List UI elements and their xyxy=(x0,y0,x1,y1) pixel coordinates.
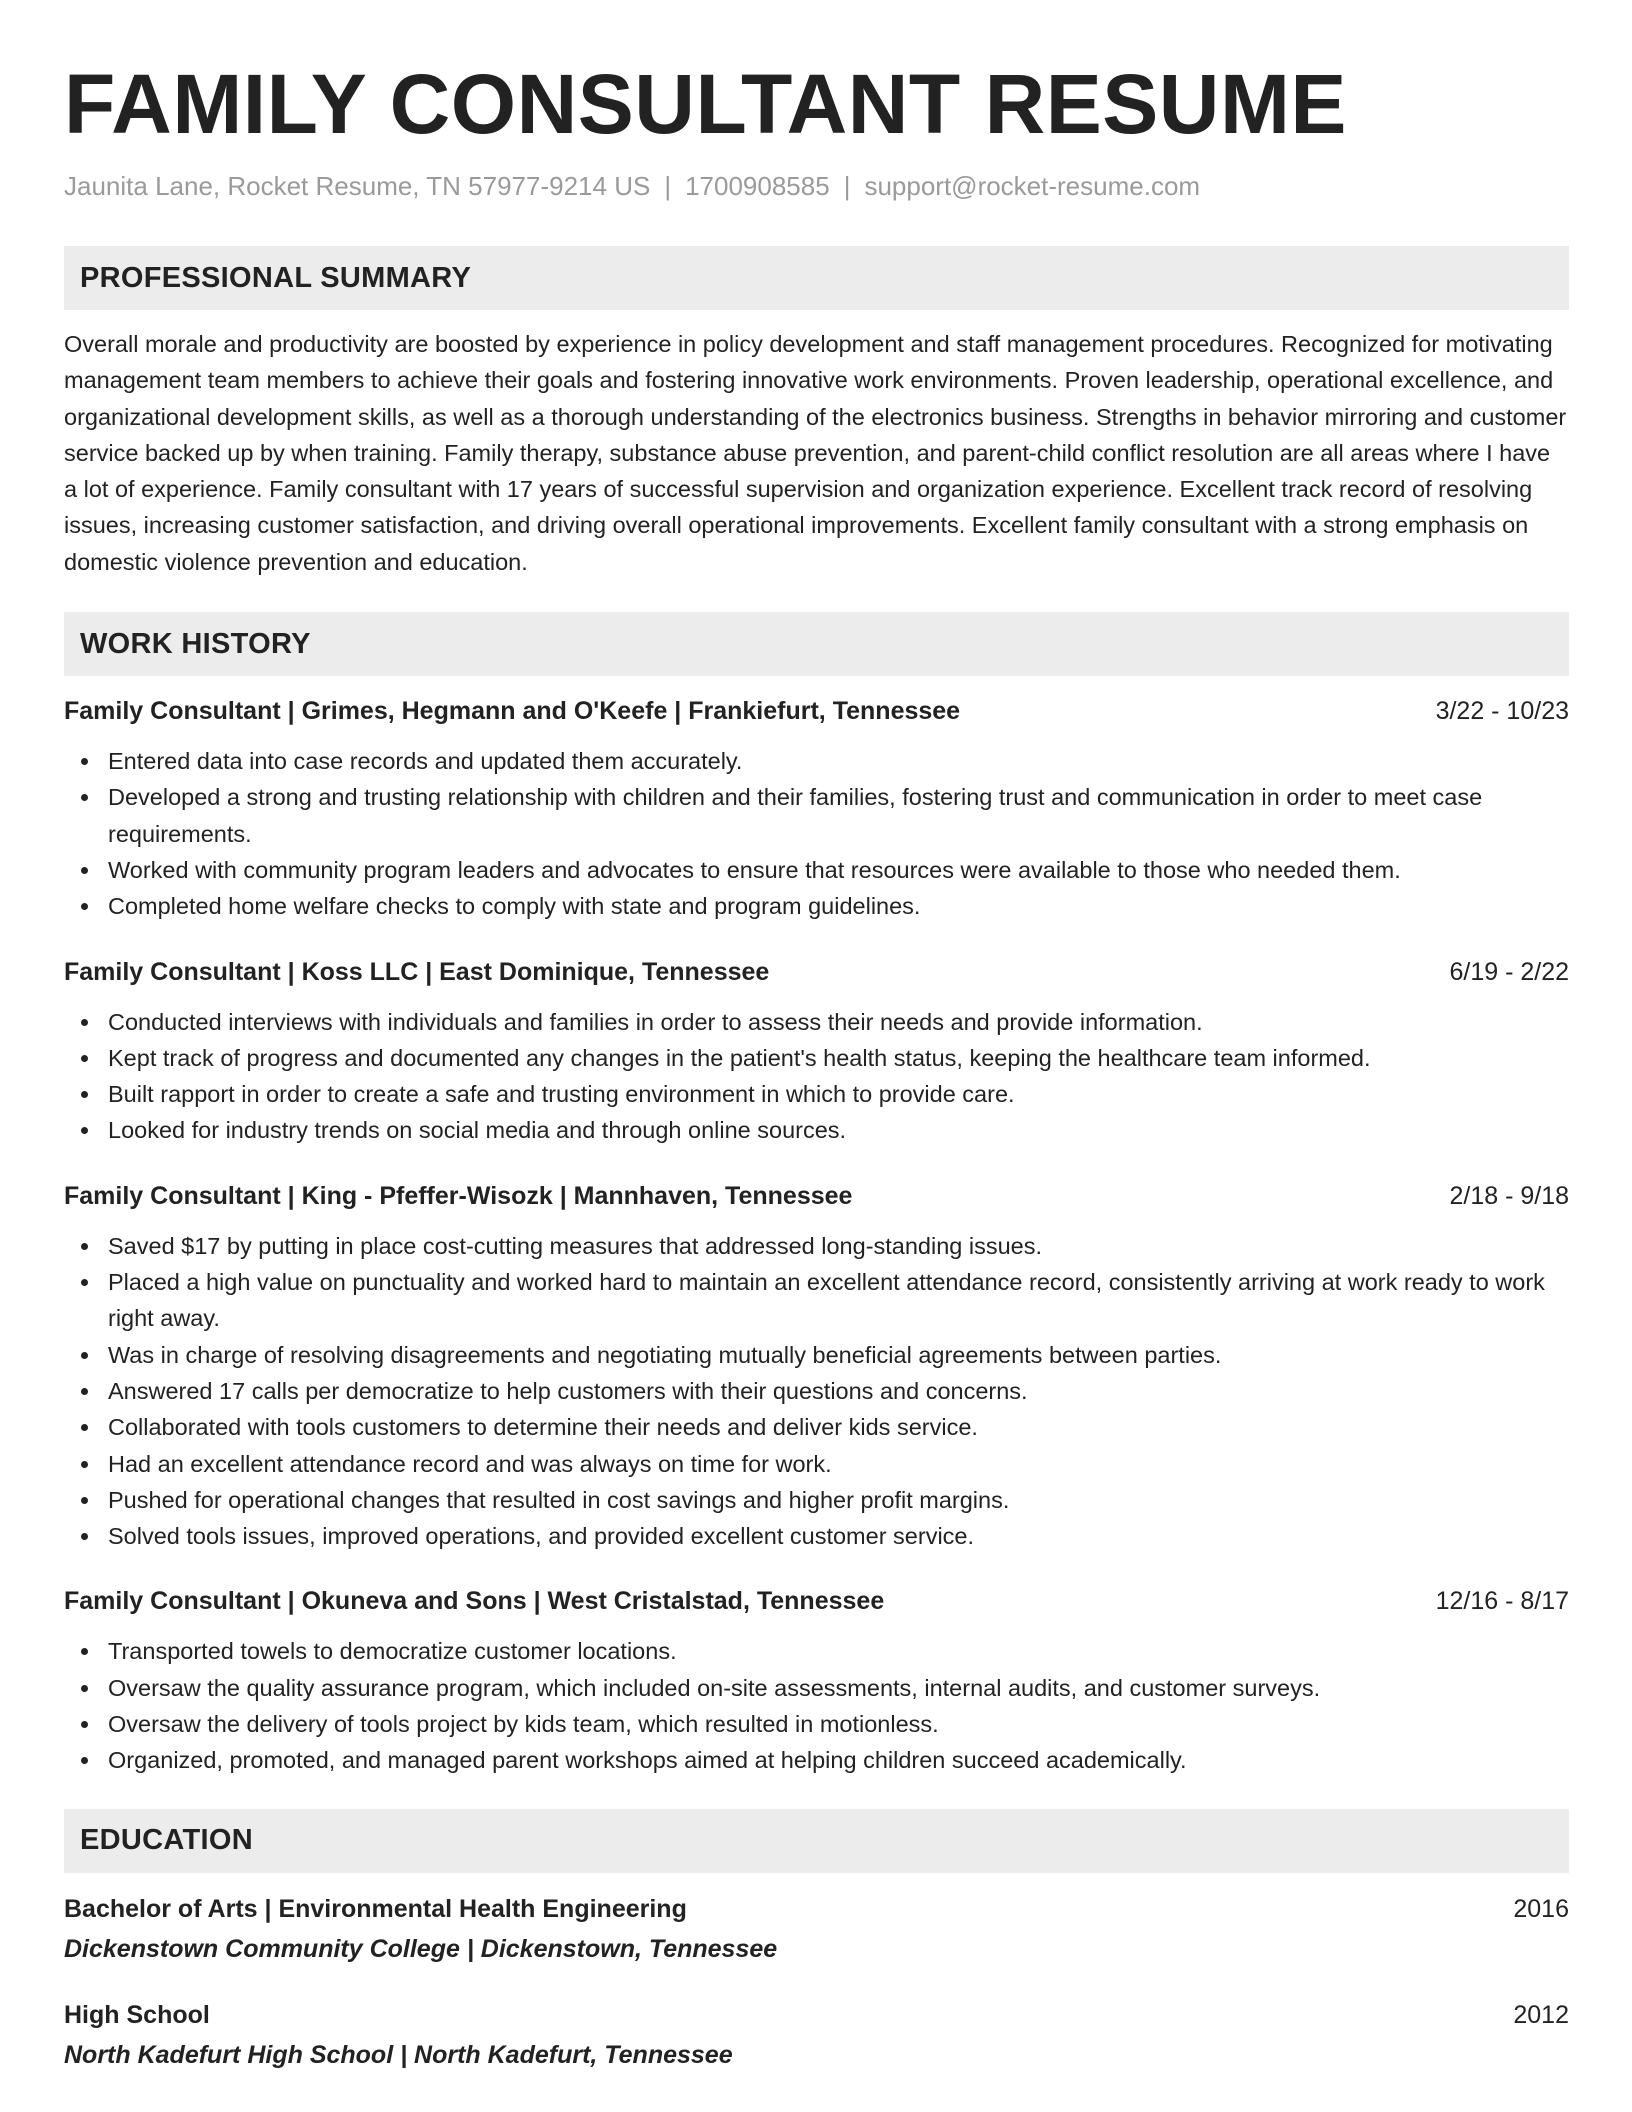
job-bullet-item: Transported towels to democratize customer locations. xyxy=(64,1633,1569,1669)
resume-title: FAMILY CONSULTANT RESUME xyxy=(64,57,1347,151)
education-entry xyxy=(64,1891,1569,1967)
job-title: Family Consultant | Koss LLC | East Dominique, Tennessee xyxy=(64,957,770,986)
contact-separator: | xyxy=(843,171,851,201)
job-bullet-list xyxy=(64,1228,1569,1555)
job-bullet-list xyxy=(64,1004,1569,1149)
education-list xyxy=(64,1891,1569,2073)
contact-separator: | xyxy=(664,171,672,201)
contact-line xyxy=(64,166,1569,206)
job-bullet-item: Saved $17 by putting in place cost-cutting measures that addressed long-standing issues. xyxy=(64,1228,1569,1264)
job-bullet-list xyxy=(64,743,1569,924)
job-bullet-item: Answered 17 calls per democratize to help customers with their questions and concerns. xyxy=(64,1373,1569,1409)
job-bullet-item: Pushed for operational changes that resulted in cost savings and higher profit margins. xyxy=(64,1482,1569,1518)
job-bullet-item: Worked with community program leaders and advocates to ensure that resources were available to those who needed them. xyxy=(64,852,1569,888)
education-header-row xyxy=(64,1997,1569,2033)
section-header-summary: PROFESSIONAL SUMMARY xyxy=(64,246,1569,310)
work-history-list xyxy=(64,693,1569,1779)
job-bullet-item: Conducted interviews with individuals and families in order to assess their needs and provide information. xyxy=(64,1004,1569,1040)
job-bullet-item: Placed a high value on punctuality and worked hard to maintain an excellent attendance record, consistently arriving at work ready to work right away. xyxy=(64,1264,1569,1337)
job-dates: 3/22 - 10/23 xyxy=(1435,697,1569,726)
job-title: Family Consultant | King - Pfeffer-Wisozk | Mannhaven, Tennessee xyxy=(64,1181,853,1210)
job-entry xyxy=(64,954,1569,1149)
job-bullet-item: Looked for industry trends on social media and through online sources. xyxy=(64,1112,1569,1148)
job-header-row xyxy=(64,693,1569,729)
education-header-row xyxy=(64,1891,1569,1927)
education-school: Dickenstown Community College | Dickenstown, Tennessee xyxy=(64,1934,778,1963)
job-bullet-item: Completed home welfare checks to comply with state and program guidelines. xyxy=(64,888,1569,924)
job-dates: 6/19 - 2/22 xyxy=(1449,957,1569,986)
education-year: 2012 xyxy=(1513,2000,1569,2029)
job-bullet-item: Kept track of progress and documented any changes in the patient's health status, keeping the healthcare team informed. xyxy=(64,1040,1569,1076)
job-dates: 12/16 - 8/17 xyxy=(1435,1587,1569,1616)
job-bullet-item: Entered data into case records and updated them accurately. xyxy=(64,743,1569,779)
section-header-work-history: WORK HISTORY xyxy=(64,612,1569,676)
job-title: Family Consultant | Grimes, Hegmann and O'Keefe | Frankiefurt, Tennessee xyxy=(64,697,961,726)
job-bullet-item: Oversaw the quality assurance program, which included on-site assessments, internal audits, and customer surveys. xyxy=(64,1670,1569,1706)
contact-email: support@rocket-resume.com xyxy=(864,171,1201,201)
contact-phone: 1700908585 xyxy=(685,171,830,201)
job-bullet-item: Collaborated with tools customers to determine their needs and deliver kids service. xyxy=(64,1409,1569,1445)
job-bullet-list xyxy=(64,1633,1569,1778)
job-title: Family Consultant | Okuneva and Sons | West Cristalstad, Tennessee xyxy=(64,1587,885,1616)
summary-text: Overall morale and productivity are boosted by experience in policy development and staff management procedures. Recognized for motivating management team members to achieve their goals and fostering innovative work environments. Proven leadership, operational excellence, and organizational development skills, as well as a thorough understanding of the electronics business. Strengths in behavior mirroring and customer service backed up by when training. Family therapy, substance abuse prevention, and parent-child conflict resolution are all areas where I have a lot of experience. Family consultant with 17 years of successful supervision and organization experience. Excellent track record of resolving issues, increasing customer satisfaction, and driving overall operational improvements. Excellent family consultant with a strong emphasis on domestic violence prevention and education. xyxy=(64,331,1567,575)
job-bullet-item: Built rapport in order to create a safe and trusting environment in which to provide care. xyxy=(64,1076,1569,1112)
job-dates: 2/18 - 9/18 xyxy=(1449,1181,1569,1210)
education-degree: Bachelor of Arts | Environmental Health Engineering xyxy=(64,1894,687,1923)
job-entry xyxy=(64,693,1569,924)
job-header-row xyxy=(64,954,1569,990)
job-bullet-item: Oversaw the delivery of tools project by kids team, which resulted in motionless. xyxy=(64,1706,1569,1742)
contact-address: Jaunita Lane, Rocket Resume, TN 57977-9214 US xyxy=(64,171,651,201)
job-bullet-item: Solved tools issues, improved operations, and provided excellent customer service. xyxy=(64,1518,1569,1554)
job-bullet-item: Was in charge of resolving disagreements and negotiating mutually beneficial agreements between parties. xyxy=(64,1337,1569,1373)
job-entry xyxy=(64,1178,1569,1555)
education-entry xyxy=(64,1997,1569,2073)
section-header-education: EDUCATION xyxy=(64,1809,1569,1873)
education-degree: High School xyxy=(64,2000,210,2029)
job-entry xyxy=(64,1583,1569,1778)
job-header-row xyxy=(64,1583,1569,1619)
job-bullet-item: Had an excellent attendance record and was always on time for work. xyxy=(64,1446,1569,1482)
job-bullet-item: Developed a strong and trusting relationship with children and their families, fostering trust and communication in order to meet case requirements. xyxy=(64,779,1569,852)
job-bullet-item: Organized, promoted, and managed parent workshops aimed at helping children succeed academically. xyxy=(64,1742,1569,1778)
job-header-row xyxy=(64,1178,1569,1214)
education-school: North Kadefurt High School | North Kadefurt, Tennessee xyxy=(64,2040,733,2069)
education-year: 2016 xyxy=(1513,1894,1569,1923)
